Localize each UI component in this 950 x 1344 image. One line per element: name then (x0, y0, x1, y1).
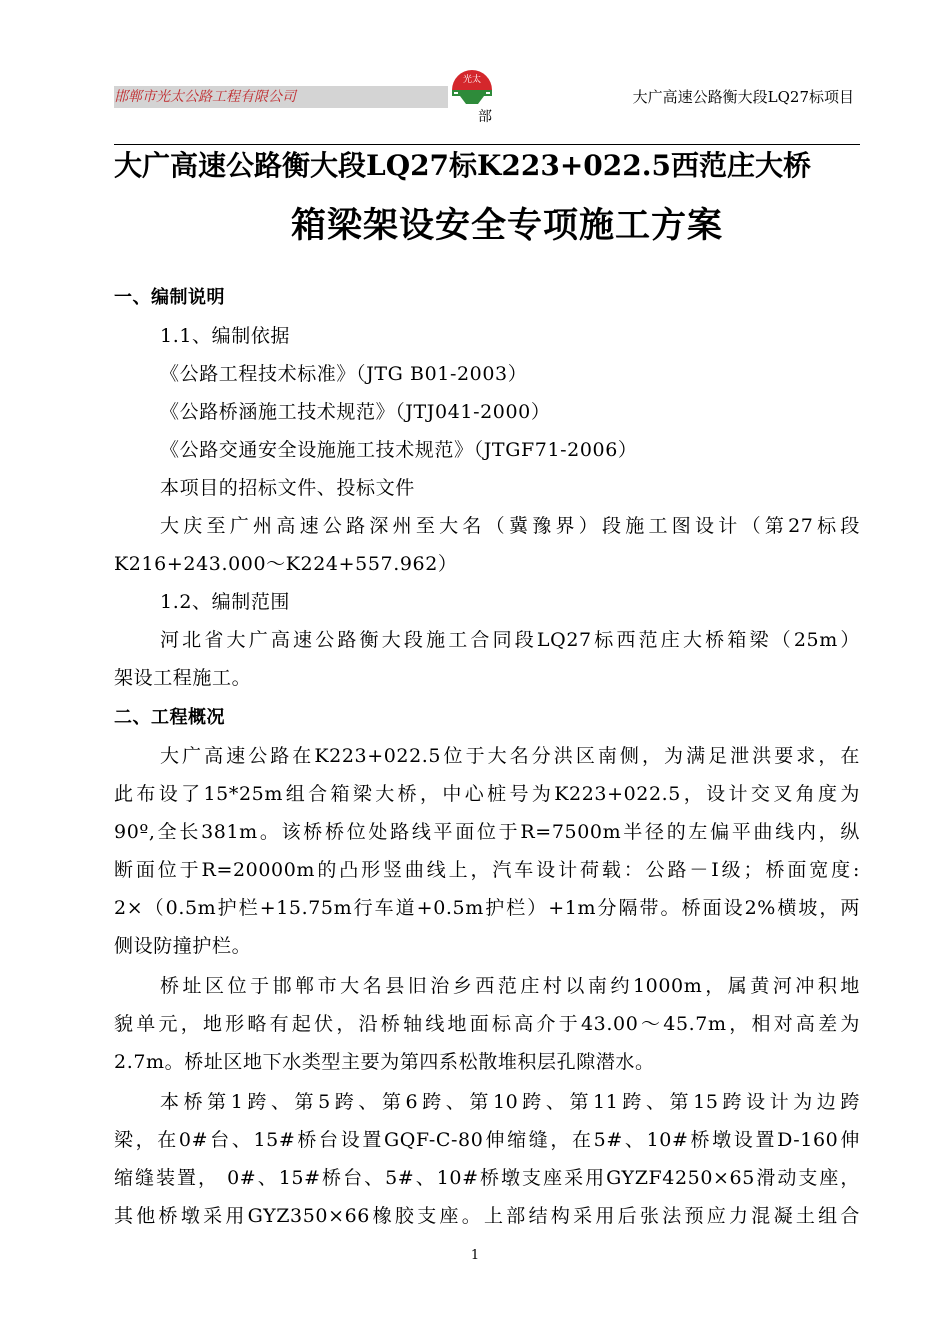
section-heading-1: 一、编制说明 (114, 287, 225, 308)
reference-item: 《公路桥涵施工技术规范》（JTJ041-2000） (160, 401, 551, 423)
reference-item-continued: K216+243.000～K224+557.962） (114, 553, 458, 575)
reference-item: 大庆至广州高速公路深州至大名（冀豫界）段施工图设计（第27标段 (160, 515, 860, 537)
paragraph-line: 大广高速公路在K223+022.5位于大名分洪区南侧，为满足泄洪要求，在 (160, 745, 860, 767)
subsection-heading-1-1: 1.1、编制依据 (160, 325, 291, 347)
header-project-suffix: 部 (478, 109, 492, 125)
reference-item: 本项目的招标文件、投标文件 (160, 477, 415, 499)
document-title-line1: 大广高速公路衡大段LQ27标K223+022.5西范庄大桥 (114, 149, 811, 182)
paragraph-line: 2×（0.5m护栏+15.75m行车道+0.5m护栏）+1m分隔带。桥面设2%横坡，两 (114, 897, 860, 919)
paragraph-line: 貌单元，地形略有起伏，沿桥轴线地面标高介于43.00～45.7m，相对高差为 (114, 1013, 860, 1035)
header-divider (114, 144, 860, 145)
paragraph-line: 断面位于R=20000m的凸形竖曲线上，汽车设计荷载：公路－Ⅰ级；桥面宽度: (114, 859, 860, 881)
document-title-line2: 箱梁架设安全专项施工方案 (290, 205, 723, 246)
paragraph-line: 侧设防撞护栏。 (114, 935, 252, 957)
paragraph-line: 此布设了15*25m组合箱梁大桥，中心桩号为K223+022.5，设计交叉角度为 (114, 783, 860, 805)
section-heading-2: 二、工程概况 (114, 707, 225, 728)
paragraph-line: 本桥第1跨、第5跨、第6跨、第10跨、第11跨、第15跨设计为边跨 (160, 1091, 860, 1113)
reference-item: 《公路交通安全设施施工技术规范》（JTGF71-2006） (160, 439, 638, 461)
header-company-name: 邯郸市光太公路工程有限公司 (114, 86, 448, 108)
paragraph-line: 架设工程施工。 (114, 667, 252, 689)
paragraph-line: 梁，在0#台、15#桥台设置GQF-C-80伸缩缝，在5#、10#桥墩设置D-160伸 (114, 1129, 860, 1151)
company-logo (446, 64, 498, 104)
paragraph-line: 90º,全长381m。该桥桥位处路线平面位于R=7500m半径的左偏平曲线内，纵 (114, 821, 860, 843)
paragraph-line: 其他桥墩采用GYZ350×66橡胶支座。上部结构采用后张法预应力混凝土组合 (114, 1205, 860, 1227)
logo-lettering: 光太 (462, 75, 482, 85)
reference-item: 《公路工程技术标准》（JTG B01-2003） (160, 363, 528, 385)
page-number: 1 (470, 1248, 480, 1263)
logo-graphic (446, 64, 498, 104)
paragraph-line: 缩缝装置， 0#、15#桥台、5#、10#桥墩支座采用GYZF4250×65滑动支座， (114, 1167, 860, 1189)
paragraph-line: 桥址区位于邯郸市大名县旧治乡西范庄村以南约1000m，属黄河冲积地 (160, 975, 860, 997)
paragraph-line: 河北省大广高速公路衡大段施工合同段LQ27标西范庄大桥箱梁（25m） (160, 629, 860, 651)
paragraph-line: 2.7m。桥址区地下水类型主要为第四系松散堆积层孔隙潜水。 (114, 1051, 655, 1073)
subsection-heading-1-2: 1.2、编制范围 (160, 591, 291, 613)
header-project-name: 大广高速公路衡大段LQ27标项目 (632, 88, 854, 106)
